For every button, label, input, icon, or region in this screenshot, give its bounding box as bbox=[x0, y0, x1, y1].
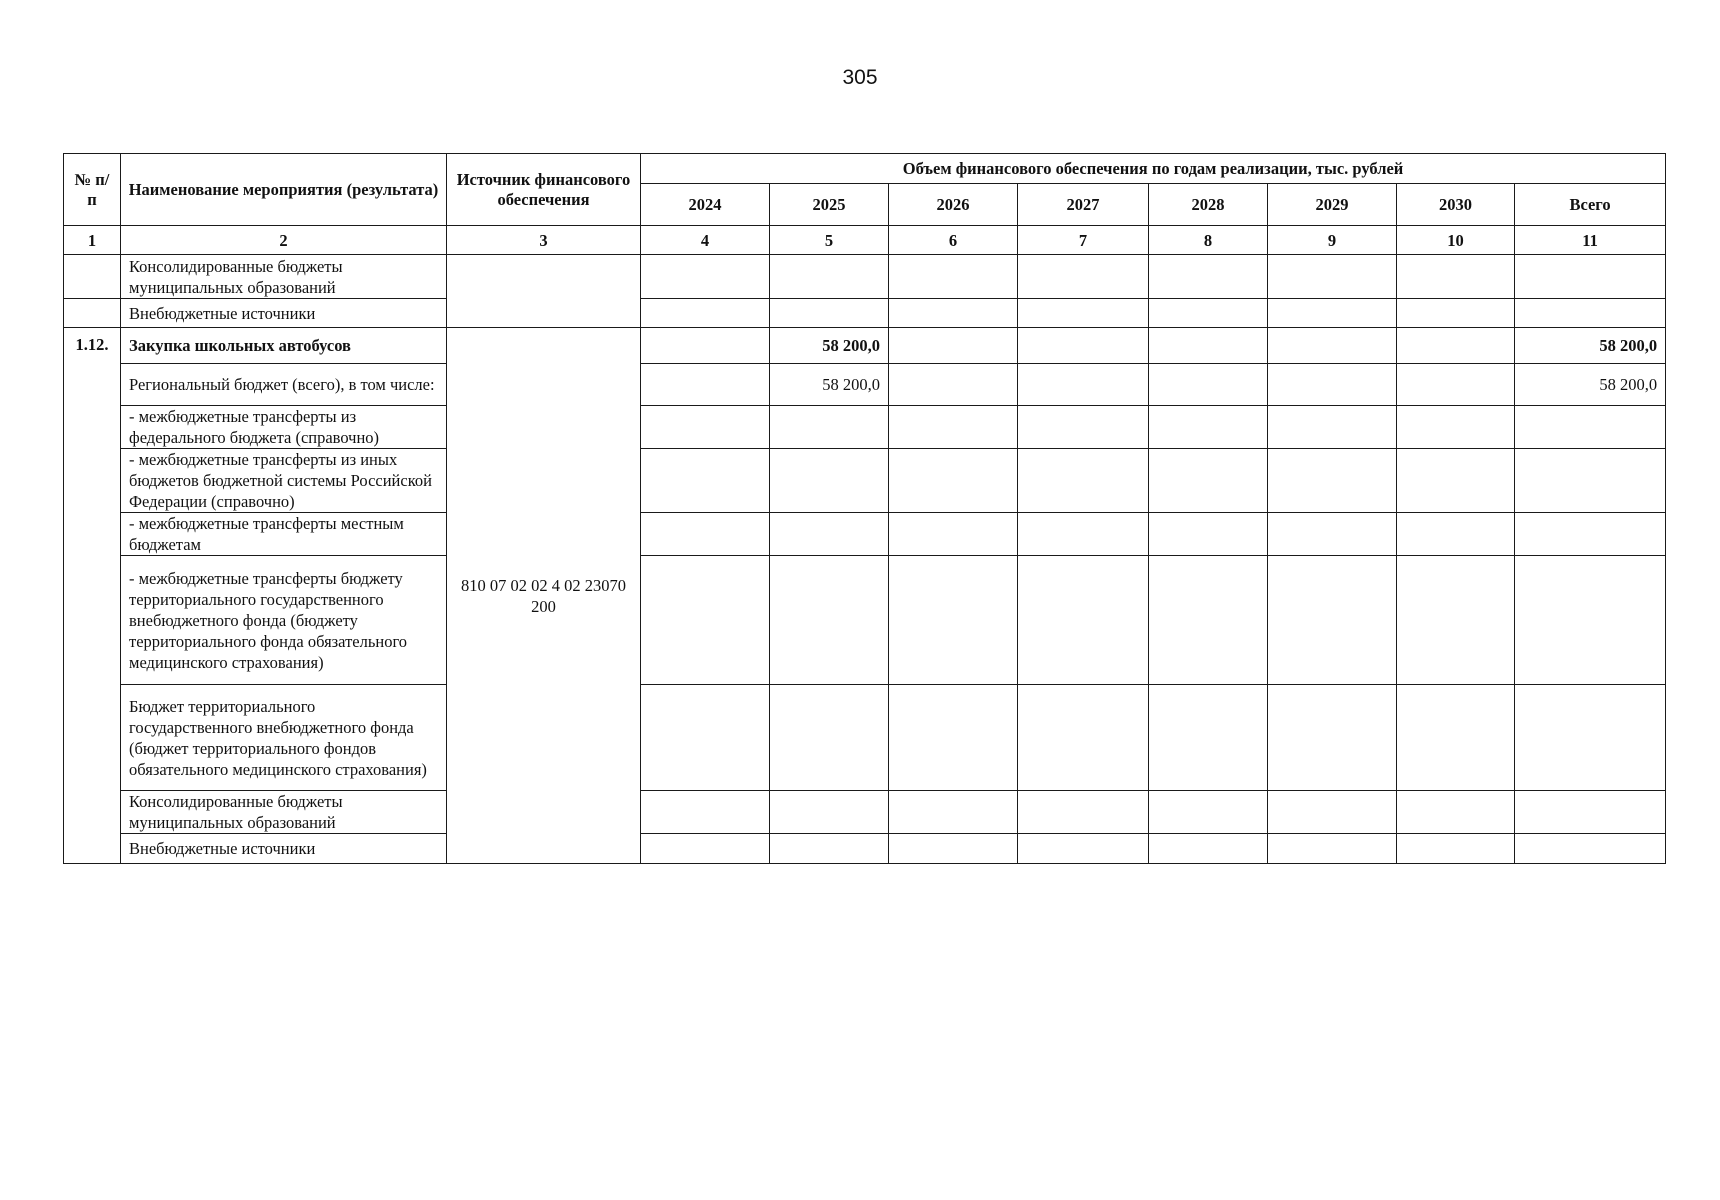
row-name: - межбюджетные трансферты местным бюджетам bbox=[121, 513, 447, 556]
value-cell bbox=[1018, 556, 1149, 685]
source-cell bbox=[447, 255, 641, 328]
index-cell: 7 bbox=[1018, 226, 1149, 255]
value-cell bbox=[770, 406, 889, 449]
row-name: Региональный бюджет (всего), в том числе: bbox=[121, 364, 447, 406]
value-cell bbox=[1515, 406, 1666, 449]
header-year: 2027 bbox=[1018, 184, 1149, 226]
value-cell bbox=[1397, 834, 1515, 864]
value-cell bbox=[641, 255, 770, 299]
header-total: Всего bbox=[1515, 184, 1666, 226]
table-row bbox=[64, 255, 1666, 299]
value-cell bbox=[770, 791, 889, 834]
table-row bbox=[64, 685, 1666, 791]
value-cell bbox=[889, 791, 1018, 834]
value-cell bbox=[1018, 449, 1149, 513]
value-cell bbox=[1397, 791, 1515, 834]
table-row bbox=[64, 449, 1666, 513]
value-cell bbox=[1149, 556, 1268, 685]
row-name: Внебюджетные источники bbox=[121, 834, 447, 864]
value-cell bbox=[1149, 685, 1268, 791]
value-cell bbox=[1515, 791, 1666, 834]
value-cell bbox=[1268, 685, 1397, 791]
value-cell bbox=[889, 299, 1018, 328]
header-volume: Объем финансового обеспечения по годам реализации, тыс. рублей bbox=[641, 154, 1666, 184]
table-row bbox=[64, 791, 1666, 834]
num-cell bbox=[64, 255, 121, 299]
value-cell bbox=[1397, 406, 1515, 449]
row-name: - межбюджетные трансферты бюджету территориального государственного внебюджетного фонда (бюджету территориального фонда обязательного медицинского страхования) bbox=[121, 556, 447, 685]
value-cell bbox=[1018, 791, 1149, 834]
page-number: 305 bbox=[842, 66, 878, 89]
value-cell bbox=[641, 556, 770, 685]
value-cell bbox=[1515, 449, 1666, 513]
value-cell bbox=[641, 364, 770, 406]
value-cell bbox=[770, 685, 889, 791]
index-cell: 2 bbox=[121, 226, 447, 255]
value-cell bbox=[770, 556, 889, 685]
row-name: Консолидированные бюджеты муниципальных образований bbox=[121, 791, 447, 834]
index-cell: 1 bbox=[64, 226, 121, 255]
value-cell bbox=[1018, 364, 1149, 406]
value-cell bbox=[1018, 299, 1149, 328]
value-cell bbox=[1397, 449, 1515, 513]
header-year: 2026 bbox=[889, 184, 1018, 226]
value-cell bbox=[889, 513, 1018, 556]
header-year: 2028 bbox=[1149, 184, 1268, 226]
value-cell bbox=[1268, 791, 1397, 834]
value-cell bbox=[1397, 513, 1515, 556]
value-cell bbox=[1515, 299, 1666, 328]
value-cell bbox=[1149, 406, 1268, 449]
value-cell bbox=[641, 685, 770, 791]
header-year: 2029 bbox=[1268, 184, 1397, 226]
row-name: Консолидированные бюджеты муниципальных образований bbox=[121, 255, 447, 299]
value-cell bbox=[1268, 328, 1397, 364]
header-year: 2030 bbox=[1397, 184, 1515, 226]
value-cell bbox=[1268, 449, 1397, 513]
table-row bbox=[64, 556, 1666, 685]
index-cell: 3 bbox=[447, 226, 641, 255]
row-name: - межбюджетные трансферты из федерального бюджета (справочно) bbox=[121, 406, 447, 449]
value-2025: 58 200,0 bbox=[770, 364, 889, 406]
value-cell bbox=[1397, 255, 1515, 299]
value-cell bbox=[641, 449, 770, 513]
value-cell bbox=[1149, 791, 1268, 834]
value-cell bbox=[770, 255, 889, 299]
value-cell bbox=[1268, 299, 1397, 328]
value-cell bbox=[1149, 834, 1268, 864]
value-cell bbox=[1018, 513, 1149, 556]
index-cell: 8 bbox=[1149, 226, 1268, 255]
source-code: 810 07 02 02 4 02 23070 200 bbox=[447, 328, 641, 864]
value-cell bbox=[1268, 556, 1397, 685]
value-cell bbox=[1397, 364, 1515, 406]
index-cell: 5 bbox=[770, 226, 889, 255]
value-cell bbox=[1149, 299, 1268, 328]
value-total: 58 200,0 bbox=[1515, 328, 1666, 364]
value-cell bbox=[1018, 834, 1149, 864]
value-cell bbox=[889, 685, 1018, 791]
value-cell bbox=[1018, 685, 1149, 791]
table-row bbox=[64, 406, 1666, 449]
value-cell bbox=[1268, 513, 1397, 556]
value-cell bbox=[770, 449, 889, 513]
value-cell bbox=[641, 406, 770, 449]
header-year: 2025 bbox=[770, 184, 889, 226]
value-cell bbox=[1018, 255, 1149, 299]
index-row bbox=[64, 226, 1666, 255]
financing-table bbox=[63, 153, 1666, 864]
value-cell bbox=[1397, 299, 1515, 328]
value-cell bbox=[641, 834, 770, 864]
value-2025: 58 200,0 bbox=[770, 328, 889, 364]
header-name: Наименование мероприятия (результата) bbox=[121, 154, 447, 226]
value-cell bbox=[889, 834, 1018, 864]
table-row bbox=[64, 834, 1666, 864]
value-cell bbox=[889, 449, 1018, 513]
value-cell bbox=[1515, 834, 1666, 864]
table-row bbox=[64, 513, 1666, 556]
value-cell bbox=[1515, 255, 1666, 299]
index-cell: 6 bbox=[889, 226, 1018, 255]
value-cell bbox=[1018, 406, 1149, 449]
value-cell bbox=[1268, 406, 1397, 449]
value-cell bbox=[1149, 364, 1268, 406]
row-name: Внебюджетные источники bbox=[121, 299, 447, 328]
value-cell bbox=[641, 791, 770, 834]
header-num: № п/п bbox=[64, 154, 121, 226]
item-number: 1.12. bbox=[64, 328, 121, 864]
value-cell bbox=[1397, 685, 1515, 791]
value-cell bbox=[1149, 449, 1268, 513]
value-cell bbox=[889, 556, 1018, 685]
header-year: 2024 bbox=[641, 184, 770, 226]
value-cell bbox=[770, 513, 889, 556]
value-cell bbox=[770, 299, 889, 328]
index-cell: 10 bbox=[1397, 226, 1515, 255]
table-row bbox=[64, 328, 1666, 364]
row-name: - межбюджетные трансферты из иных бюджетов бюджетной системы Российской Федерации (справочно) bbox=[121, 449, 447, 513]
value-cell bbox=[1149, 255, 1268, 299]
value-cell bbox=[889, 328, 1018, 364]
value-cell bbox=[641, 299, 770, 328]
value-cell bbox=[889, 406, 1018, 449]
header-source: Источник финансового обеспечения bbox=[447, 154, 641, 226]
value-cell bbox=[641, 328, 770, 364]
index-cell: 4 bbox=[641, 226, 770, 255]
value-cell bbox=[1268, 834, 1397, 864]
value-cell bbox=[1515, 513, 1666, 556]
value-cell bbox=[1149, 513, 1268, 556]
index-cell: 11 bbox=[1515, 226, 1666, 255]
value-cell bbox=[1268, 364, 1397, 406]
value-cell bbox=[1018, 328, 1149, 364]
value-cell bbox=[770, 834, 889, 864]
num-cell bbox=[64, 299, 121, 328]
index-cell: 9 bbox=[1268, 226, 1397, 255]
value-total: 58 200,0 bbox=[1515, 364, 1666, 406]
value-cell bbox=[889, 255, 1018, 299]
value-cell bbox=[1397, 328, 1515, 364]
value-cell bbox=[1515, 685, 1666, 791]
row-name: Закупка школьных автобусов bbox=[121, 328, 447, 364]
table-row bbox=[64, 299, 1666, 328]
value-cell bbox=[1268, 255, 1397, 299]
row-name: Бюджет территориального государственного внебюджетного фонда (бюджет территориального фондов обязательного медицинского страхования) bbox=[121, 685, 447, 791]
value-cell bbox=[1515, 556, 1666, 685]
value-cell bbox=[1149, 328, 1268, 364]
value-cell bbox=[641, 513, 770, 556]
table-row bbox=[64, 364, 1666, 406]
value-cell bbox=[1397, 556, 1515, 685]
value-cell bbox=[889, 364, 1018, 406]
